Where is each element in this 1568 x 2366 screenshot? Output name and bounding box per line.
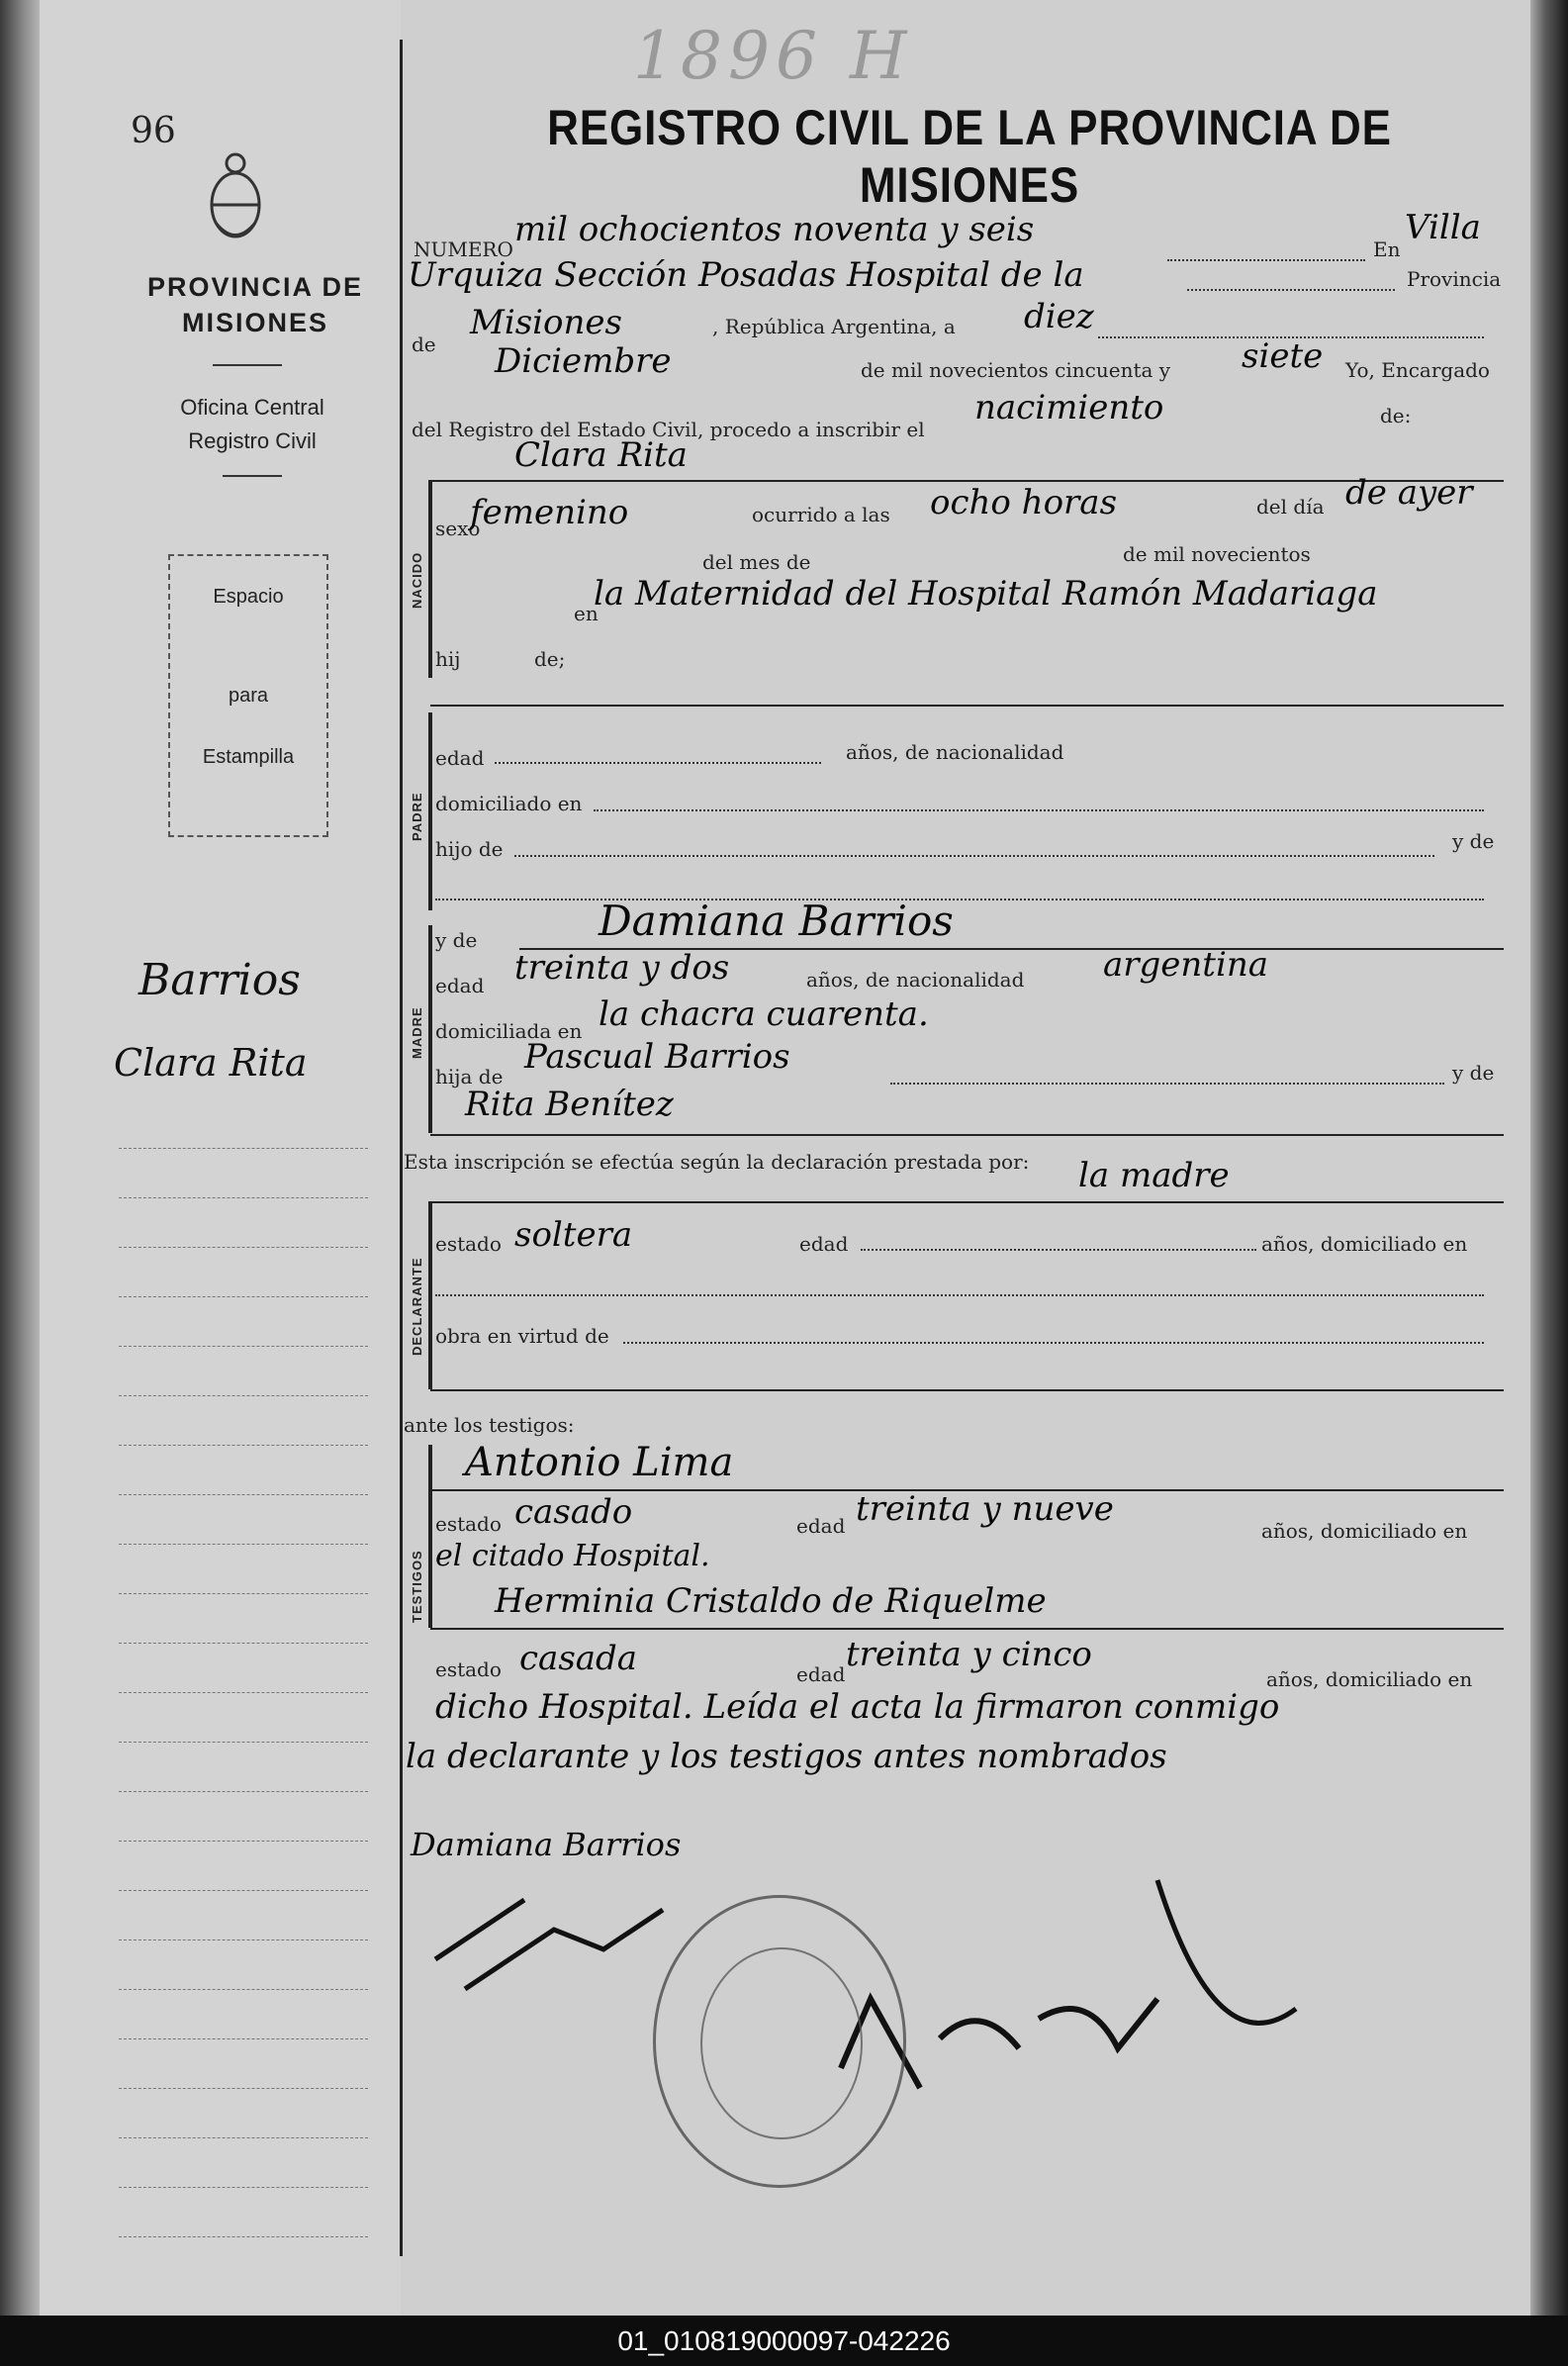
dotted-line <box>495 762 821 764</box>
padre-section-label: PADRE <box>410 792 424 841</box>
ocurrido-label: ocurrido a las <box>752 503 890 526</box>
w1-address: el citado Hospital. <box>435 1539 710 1573</box>
column-divider <box>400 40 403 2256</box>
de-mil-label: de mil novecientos cincuenta y <box>861 358 1171 382</box>
sexo-label: sexo <box>435 517 481 540</box>
rule <box>119 1296 368 1298</box>
republica-label: , República Argentina, a <box>712 315 956 338</box>
padre-bracket <box>428 712 432 910</box>
page-edge <box>1530 0 1568 2316</box>
office-line2: Registro Civil <box>188 428 317 453</box>
rule <box>119 1890 368 1892</box>
office-line1: Oficina Central <box>180 395 324 420</box>
de-mil-nov-label: de mil novecientos <box>1123 542 1311 566</box>
w2-edad-label: edad <box>796 1662 846 1686</box>
numero-value: mil ochocientos noventa y seis <box>514 210 1035 249</box>
page-number: 96 <box>131 111 176 151</box>
office-heading <box>138 391 366 458</box>
rule <box>119 2038 368 2040</box>
provincia-label: Provincia <box>1407 267 1502 291</box>
dotted-line <box>861 1249 1256 1251</box>
rule <box>119 1841 368 1843</box>
decl-anos-label: años, domiciliado en <box>1261 1232 1468 1256</box>
mother-edad-label: edad <box>435 974 485 997</box>
en-label: En <box>1373 237 1401 261</box>
stamp-label-3: Estampilla <box>202 746 295 768</box>
mother-father: Pascual Barrios <box>524 1037 790 1077</box>
w1-estado-value: casado <box>514 1492 633 1532</box>
coat-of-arms-icon <box>206 143 265 252</box>
rule <box>119 1544 368 1546</box>
de-colon-label: de: <box>1380 404 1412 427</box>
child-name: Clara Rita <box>514 435 688 475</box>
month-value: Diciembre <box>495 341 672 381</box>
rule <box>119 1346 368 1348</box>
dotted-line <box>1167 259 1365 261</box>
rule <box>119 1643 368 1645</box>
del-dia-label: del día <box>1256 495 1325 519</box>
madre-y-de-label: y de <box>435 928 478 952</box>
act-value: nacimiento <box>974 388 1164 427</box>
en-label-2: en <box>574 602 599 625</box>
madre-section-label: MADRE <box>410 1006 424 1059</box>
mother-dom-label: domiciliada en <box>435 1019 583 1043</box>
hij-label: hij <box>435 647 461 671</box>
rule <box>119 1247 368 1249</box>
w2-anos-label: años, domiciliado en <box>1266 1667 1473 1691</box>
nacido-bracket <box>428 480 432 678</box>
obra-label: obra en virtud de <box>435 1324 609 1348</box>
padre-domiciliado-label: domiciliado en <box>435 792 583 815</box>
mother-name: Damiana Barrios <box>599 897 954 945</box>
rule <box>119 1445 368 1447</box>
rule <box>119 2088 368 2090</box>
file-id: 01_010819000097-042226 <box>617 2325 951 2356</box>
underline <box>430 1628 1504 1630</box>
document-title: REGISTRO CIVIL DE LA PROVINCIA DE MISIONES <box>547 100 1392 213</box>
footer-bar <box>0 2316 1568 2366</box>
declarant-value: la madre <box>1078 1156 1230 1195</box>
closing-line: la declarante y los testigos antes nombrados <box>406 1737 1167 1776</box>
nacido-section-label: NACIDO <box>410 551 424 609</box>
book-binding <box>0 0 40 2316</box>
w1-edad-value: treinta y nueve <box>856 1489 1114 1529</box>
province-value: Misiones <box>470 303 622 342</box>
padre-anos-label: años, de nacionalidad <box>846 740 1064 764</box>
divider <box>213 364 282 366</box>
rule <box>119 1593 368 1595</box>
section-rule <box>430 1201 1504 1203</box>
mother-age: treinta y dos <box>514 948 730 988</box>
day-birth-value: de ayer <box>1345 473 1473 513</box>
rule <box>119 1692 368 1694</box>
mother-y-de2-label: y de <box>1452 1061 1495 1085</box>
section-rule <box>430 1389 1504 1391</box>
rule <box>119 1197 368 1199</box>
dotted-line <box>435 1294 1484 1296</box>
stamp-space <box>168 554 328 837</box>
rule <box>119 1791 368 1793</box>
testigos-intro: ante los testigos: <box>404 1413 575 1437</box>
province-line1: PROVINCIA DE <box>146 272 364 302</box>
numero-label: NUMERO <box>414 237 513 261</box>
divider <box>223 475 282 477</box>
mother-signature: Damiana Barrios <box>411 1826 682 1863</box>
day-value: diez <box>1024 297 1094 336</box>
pencil-annotation: 1896 H <box>633 18 913 94</box>
decl-estado-label: estado <box>435 1232 502 1256</box>
year-value: siete <box>1242 336 1324 376</box>
section-rule <box>430 1134 1504 1136</box>
province-line2: MISIONES <box>181 308 329 337</box>
rule <box>119 1989 368 1991</box>
rule <box>119 1395 368 1397</box>
decl-edad-label: edad <box>799 1232 849 1256</box>
de-label: de <box>412 332 436 356</box>
left-column <box>40 0 401 2316</box>
rule <box>119 1148 368 1150</box>
rule <box>119 1940 368 1941</box>
dotted-line <box>435 899 1484 900</box>
rule <box>119 2187 368 2189</box>
de-semicolon-label: de; <box>534 647 566 671</box>
w2-edad-value: treinta y cinco <box>846 1635 1092 1674</box>
padre-hijo-de-label: hijo de <box>435 837 504 861</box>
decl-estado-value: soltera <box>514 1215 633 1255</box>
margin-surname: Barrios <box>138 955 301 1005</box>
mother-nationality: argentina <box>1103 945 1269 985</box>
witness1-name: Antonio Lima <box>465 1440 734 1485</box>
mother-hija-label: hija de <box>435 1065 504 1088</box>
rule <box>119 2137 368 2139</box>
dotted-line <box>1187 289 1395 291</box>
w1-edad-label: edad <box>796 1514 846 1538</box>
madre-bracket <box>428 925 432 1133</box>
registro-label: del Registro del Estado Civil, procedo a inscribir el <box>412 418 925 441</box>
section-rule <box>430 480 1504 482</box>
birth-place-value: la Maternidad del Hospital Ramón Madariaga <box>594 574 1378 614</box>
official-seal <box>653 1895 906 2188</box>
yo-encargado-label: Yo, Encargado <box>1345 358 1490 382</box>
w2-estado-label: estado <box>435 1657 502 1681</box>
witness2-name: Herminia Cristaldo de Riquelme <box>495 1581 1047 1621</box>
mother-mother: Rita Benítez <box>465 1085 674 1124</box>
stamp-label-2: para <box>228 685 269 707</box>
del-mes-label: del mes de <box>702 550 811 574</box>
mother-anos-label: años, de nacionalidad <box>806 968 1025 992</box>
rule <box>119 1742 368 1744</box>
rule <box>119 1494 368 1496</box>
dotted-line <box>623 1342 1484 1344</box>
declarante-bracket <box>428 1201 432 1389</box>
padre-y-de-label: y de <box>1452 829 1495 853</box>
en-value: Villa <box>1405 208 1481 247</box>
sexo-value: femenino <box>470 493 629 532</box>
w1-anos-label: años, domiciliado en <box>1261 1519 1468 1543</box>
declarante-section-label: DECLARANTE <box>410 1257 424 1356</box>
testigos-bracket <box>428 1445 432 1628</box>
section-rule <box>430 705 1504 707</box>
w2-estado-value: casada <box>519 1639 638 1678</box>
padre-edad-label: edad <box>435 746 485 770</box>
dotted-line <box>890 1083 1444 1085</box>
rule <box>119 2236 368 2238</box>
margin-given-name: Clara Rita <box>114 1041 308 1085</box>
declaracion-label: Esta inscripción se efectúa según la declaración prestada por: <box>404 1150 1030 1174</box>
place-value: Urquiza Sección Posadas Hospital de la <box>408 255 1084 295</box>
stamp-label-1: Espacio <box>213 586 284 608</box>
w1-estado-label: estado <box>435 1512 502 1536</box>
dotted-line <box>514 855 1434 857</box>
dotted-line <box>594 809 1484 811</box>
province-heading <box>117 269 394 340</box>
w2-address-line: dicho Hospital. Leída el acta la firmaron conmigo <box>435 1687 1280 1727</box>
mother-address: la chacra cuarenta. <box>599 994 929 1034</box>
signatures-drawing <box>406 1870 1494 2167</box>
seal-inner-ring <box>700 1947 863 2139</box>
testigos-section-label: TESTIGOS <box>410 1550 424 1623</box>
hour-value: ocho horas <box>930 483 1118 522</box>
